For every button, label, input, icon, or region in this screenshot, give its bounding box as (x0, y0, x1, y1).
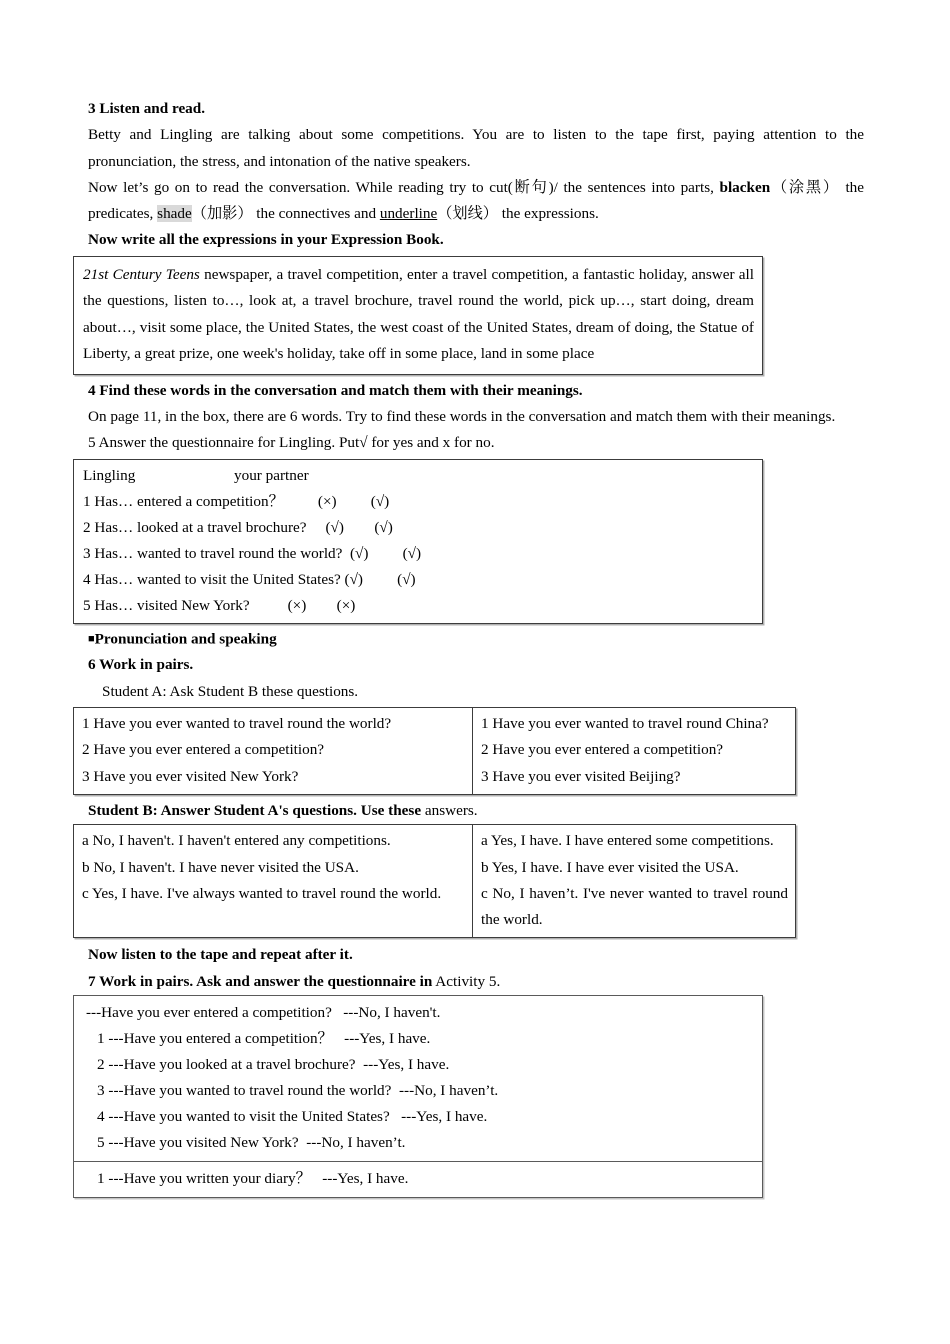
list-item: a Yes, I have. I have entered some competitions. (481, 832, 774, 850)
table-row (74, 708, 796, 795)
student-b-instruction-rest: answers. (421, 801, 478, 819)
table-row (74, 1162, 763, 1198)
newspaper-title: 21st Century Teens (83, 265, 200, 283)
student-b-instruction-bold: Student B: Answer Student A's questions. Use these (88, 801, 422, 819)
section-7-heading (80, 969, 864, 995)
list-item: a No, I haven't. I haven't entered any competitions. (82, 832, 391, 850)
list-item: 1 Have you ever wanted to travel round the world? (82, 715, 392, 733)
student-b-answers-right-cell (473, 825, 796, 938)
list-item: 2 Have you ever entered a competition? (481, 741, 724, 759)
shade-term: shade (157, 205, 192, 223)
questionnaire-row: 4 Has… wanted to visit the United States? (√) (√) (83, 570, 416, 588)
pronunciation-section-heading (80, 626, 864, 653)
list-item: 3 Have you ever visited Beijing? (481, 767, 681, 785)
student-b-instruction (80, 798, 864, 824)
section-7-dialogue-table (73, 995, 763, 1198)
student-a-instruction: Student A: Ask Student B these questions. (102, 682, 359, 700)
table-row (74, 825, 796, 938)
shade-gloss: （加影） (191, 205, 253, 223)
questionnaire-box (73, 459, 763, 624)
pronunciation-heading-label: Pronunciation and speaking (94, 630, 277, 648)
table-row (74, 996, 763, 1162)
questionnaire-row: 1 Has… entered a competition？ (×) (√) (83, 492, 390, 510)
student-b-answers-left-cell (74, 825, 473, 938)
section-6-heading: 6 Work in pairs. (88, 656, 194, 674)
list-item: 5 ---Have you visited New York? ---No, I haven’t. (97, 1134, 406, 1152)
square-bullet-icon: ■ (88, 632, 95, 645)
section-7-heading-rest: Activity 5. (432, 972, 501, 990)
list-item: c No, I haven’t. I've never wanted to travel round the world. (481, 884, 788, 929)
questionnaire-box-wrap (80, 459, 864, 624)
list-item: b No, I haven't. I have never visited the USA. (82, 858, 359, 876)
questionnaire-row: 5 Has… visited New York? (×) (×) (83, 596, 356, 614)
dialogue-main-cell (74, 996, 763, 1162)
instruction-part-3: the connectives and (252, 205, 380, 223)
section-4-body: On page 11, in the box, there are 6 words. Try to find these words in the conversation and match them with their meanings. (88, 408, 836, 426)
student-b-answers-table (73, 824, 796, 938)
instruction-part-4: the expressions. (497, 205, 599, 223)
instruction-part-1: Now let’s go on to read the conversation. While reading try to cut(断句)/ the sentences into parts, (88, 178, 720, 196)
underline-term: underline (379, 205, 438, 223)
repeat-after-tape-line: Now listen to the tape and repeat after it. (88, 946, 353, 964)
section-3-intro: Betty and Lingling are talking about some competitions. You are to listen to the tape first, paying attention to the pronunciation, the stress, and intonation of the native speakers. (88, 126, 864, 170)
section-4-heading: 4 Find these words in the conversation and match them with their meanings. (88, 381, 583, 399)
student-a-questions-left-cell (74, 708, 473, 795)
expressions-body: newspaper, a travel competition, enter a travel competition, a fantastic holiday, answer all the questions, listen to…, look at, a travel brochure, travel round the world, pick up…, start doing, dream about…, visit some place, the United States, the west coast of the United States, dream of doing, the Statue of Liberty, a great prize, one week's holiday, take off in some place, land in some place (83, 265, 754, 363)
section-3-heading: 3 Listen and read. (88, 100, 206, 117)
student-a-questions-right-cell (473, 708, 796, 795)
section-3-instruction (80, 175, 864, 228)
list-item: 1 ---Have you entered a competition？ ---Yes, I have. (97, 1030, 431, 1048)
section-7-heading-bold: 7 Work in pairs. Ask and answer the questionnaire in (88, 972, 433, 990)
instruction-part-2: the predicates, (88, 178, 865, 223)
underline-gloss: （划线） (437, 205, 498, 223)
blacken-gloss: （涂黑） (770, 178, 840, 196)
student-a-questions-table (73, 707, 796, 795)
expressions-box-wrap (80, 256, 864, 375)
expression-book-heading: Now write all the expressions in your Expression Book. (88, 231, 444, 249)
questionnaire-header: Lingling your partner (83, 466, 309, 484)
questionnaire-row: 2 Has… looked at a travel brochure? (√) (√) (83, 518, 393, 536)
list-item: 1 Have you ever wanted to travel round China? (481, 715, 769, 733)
blacken-term: blacken (719, 178, 771, 196)
expressions-text (83, 262, 754, 368)
list-item: 2 ---Have you looked at a travel brochure? ---Yes, I have. (97, 1056, 450, 1074)
expressions-box (73, 256, 763, 375)
list-item: 3 ---Have you wanted to travel round the world? ---No, I haven’t. (97, 1082, 499, 1100)
list-item: b Yes, I have. I have ever visited the USA. (481, 858, 739, 876)
list-item: 2 Have you ever entered a competition? (82, 741, 325, 759)
list-item: 4 ---Have you wanted to visit the United States? ---Yes, I have. (97, 1108, 488, 1126)
dialogue-last-cell (74, 1162, 763, 1198)
list-item: 1 ---Have you written your diary？ ---Yes, I have. (97, 1170, 409, 1188)
list-item: 3 Have you ever visited New York? (82, 767, 299, 785)
list-item: c Yes, I have. I've always wanted to travel round the world. (82, 884, 442, 902)
list-item: ---Have you ever entered a competition? ---No, I haven't. (86, 1004, 441, 1022)
section-5-heading: 5 Answer the questionnaire for Lingling. Put√ for yes and x for no. (88, 434, 495, 452)
questionnaire-row: 3 Has… wanted to travel round the world? (√) (√) (83, 544, 422, 562)
